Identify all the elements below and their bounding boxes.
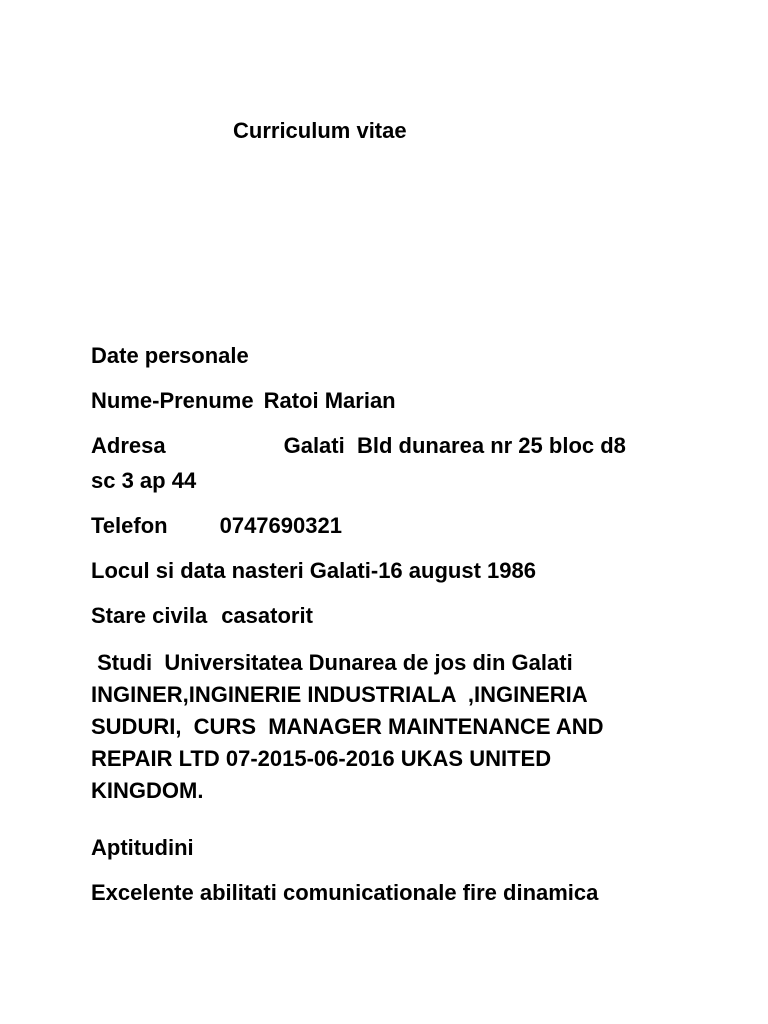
studies-line: KINGDOM. [91, 778, 204, 803]
studies-line: REPAIR LTD 07-2015-06-2016 UKAS UNITED [91, 746, 552, 771]
phone-value: 0747690321 [219, 513, 342, 538]
phone-row [91, 511, 342, 541]
name-label: Nume-Prenume [91, 388, 254, 413]
studies-line: SUDURI, CURS MANAGER MAINTENANCE AND [91, 714, 604, 739]
skills-text: Excelente abilitati comunicationale fire dinamica [91, 880, 599, 905]
address-value-line1: Galati Bld dunarea nr 25 bloc d8 [283, 433, 626, 458]
birth-value: Galati-16 august 1986 [309, 558, 536, 583]
name-row [91, 386, 396, 416]
civil-status-value: casatorit [221, 603, 313, 628]
civil-status-row [91, 601, 313, 631]
document-title: Curriculum vitae [233, 118, 407, 143]
birth-label: Locul si data nasteri [91, 558, 304, 583]
personal-data-heading: Date personale [91, 343, 249, 368]
skills-heading: Aptitudini [91, 835, 194, 860]
address-value-line2: sc 3 ap 44 [91, 468, 197, 493]
address-row [91, 431, 626, 461]
civil-status-label: Stare civila [91, 603, 208, 628]
name-value: Ratoi Marian [263, 388, 396, 413]
birth-row [91, 556, 536, 586]
studies-line: Studi Universitatea Dunarea de jos din Galati [91, 650, 573, 675]
address-label: Adresa [91, 433, 166, 458]
phone-label: Telefon [91, 513, 168, 538]
studies-block [91, 647, 604, 807]
studies-line: INGINER,INGINERIE INDUSTRIALA ,INGINERIA [91, 682, 588, 707]
